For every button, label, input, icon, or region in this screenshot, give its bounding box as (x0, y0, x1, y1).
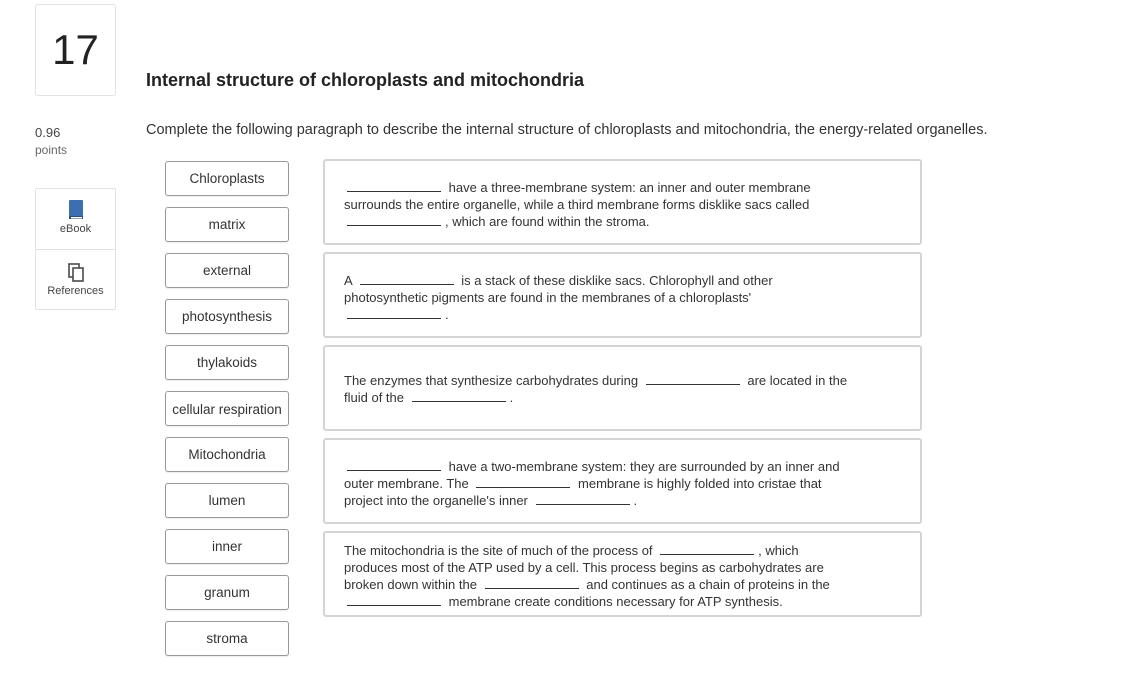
sentence-panel (323, 345, 922, 431)
panel-line: have a two-membrane system: they are surrounded by an inner and (448, 459, 840, 474)
panel-line: and continues as a chain of proteins in the (586, 577, 830, 592)
drop-blank[interactable] (347, 306, 441, 319)
word-chip[interactable]: thylakoids (165, 345, 289, 380)
word-chip[interactable]: cellular respiration (165, 391, 289, 426)
panel-line: have a three-membrane system: an inner and outer membrane (448, 180, 811, 195)
question-title: Internal structure of chloroplasts and mitochondria (146, 70, 585, 90)
panel-line: is a stack of these disklike sacs. Chlorophyll and other (461, 273, 773, 288)
word-chip[interactable]: granum (165, 575, 289, 610)
instructions-text: Complete the following paragraph to describe the internal structure of chloroplasts and mitochondria, the energy-related organelles. (146, 122, 988, 138)
sidebar-tools (35, 188, 116, 310)
panel-line: . (509, 390, 514, 405)
sentence-panel (323, 252, 922, 338)
ebook-label: eBook (59, 223, 92, 235)
references-button[interactable] (36, 251, 115, 309)
panel-line: , which (758, 543, 799, 558)
panel-line: . (445, 307, 449, 322)
drop-blank[interactable] (485, 576, 579, 589)
panel-text (344, 458, 890, 509)
ebook-button[interactable] (36, 199, 115, 250)
drop-blank[interactable] (646, 372, 740, 385)
copy-pages-icon (36, 261, 115, 283)
word-chip[interactable]: Mitochondria (165, 437, 289, 472)
panel-line: , which are found within the stroma. (445, 214, 650, 229)
drop-blank[interactable] (347, 213, 441, 226)
question-number-box (35, 4, 116, 96)
points-label: points (35, 143, 68, 157)
panel-line: surrounds the entire organelle, while a third membrane forms disklike sacs called (344, 197, 810, 212)
drop-blank[interactable] (476, 475, 570, 488)
panel-text (344, 542, 890, 610)
panel-line: photosynthetic pigments are found in the membranes of a chloroplasts' (344, 290, 752, 305)
sentence-panel (323, 531, 922, 617)
drop-blank[interactable] (347, 458, 441, 471)
panel-line: membrane is highly folded into cristae that (578, 476, 822, 491)
sentence-panel (323, 438, 922, 524)
drop-blank[interactable] (347, 179, 441, 192)
word-chip[interactable]: stroma (165, 621, 289, 656)
panel-text (344, 372, 890, 406)
sentence-panel (323, 159, 922, 245)
word-chip[interactable]: photosynthesis (165, 299, 289, 334)
question-number: 17 (52, 26, 99, 73)
panel-line: outer membrane. The (344, 476, 469, 491)
panel-line: broken down within the (344, 577, 477, 592)
references-label: References (47, 285, 104, 297)
word-chip[interactable]: matrix (165, 207, 289, 242)
panel-line: The enzymes that synthesize carbohydrates during (344, 373, 639, 388)
panel-text (344, 272, 890, 323)
drop-blank[interactable] (536, 492, 630, 505)
drop-blank[interactable] (347, 593, 441, 606)
panel-line: membrane create conditions necessary for ATP synthesis. (448, 594, 783, 609)
word-chip[interactable]: Chloroplasts (165, 161, 289, 196)
word-chip[interactable]: external (165, 253, 289, 288)
panel-line: . (633, 493, 638, 508)
panel-line: produces most of the ATP used by a cell. This process begins as carbohydrates are (344, 560, 824, 575)
panel-line: are located in the (747, 373, 848, 388)
points-value: 0.96 (35, 125, 61, 140)
drop-blank[interactable] (412, 389, 506, 402)
drop-blank[interactable] (360, 272, 454, 285)
book-icon (36, 199, 115, 221)
panel-line: A (344, 273, 352, 288)
panel-line: fluid of the (344, 390, 404, 405)
drop-blank[interactable] (660, 542, 754, 555)
word-chip[interactable]: inner (165, 529, 289, 564)
panel-text (344, 179, 890, 230)
panel-line: project into the organelle's inner (344, 493, 528, 508)
panel-line: The mitochondria is the site of much of the process of (344, 543, 653, 558)
word-chip[interactable]: lumen (165, 483, 289, 518)
